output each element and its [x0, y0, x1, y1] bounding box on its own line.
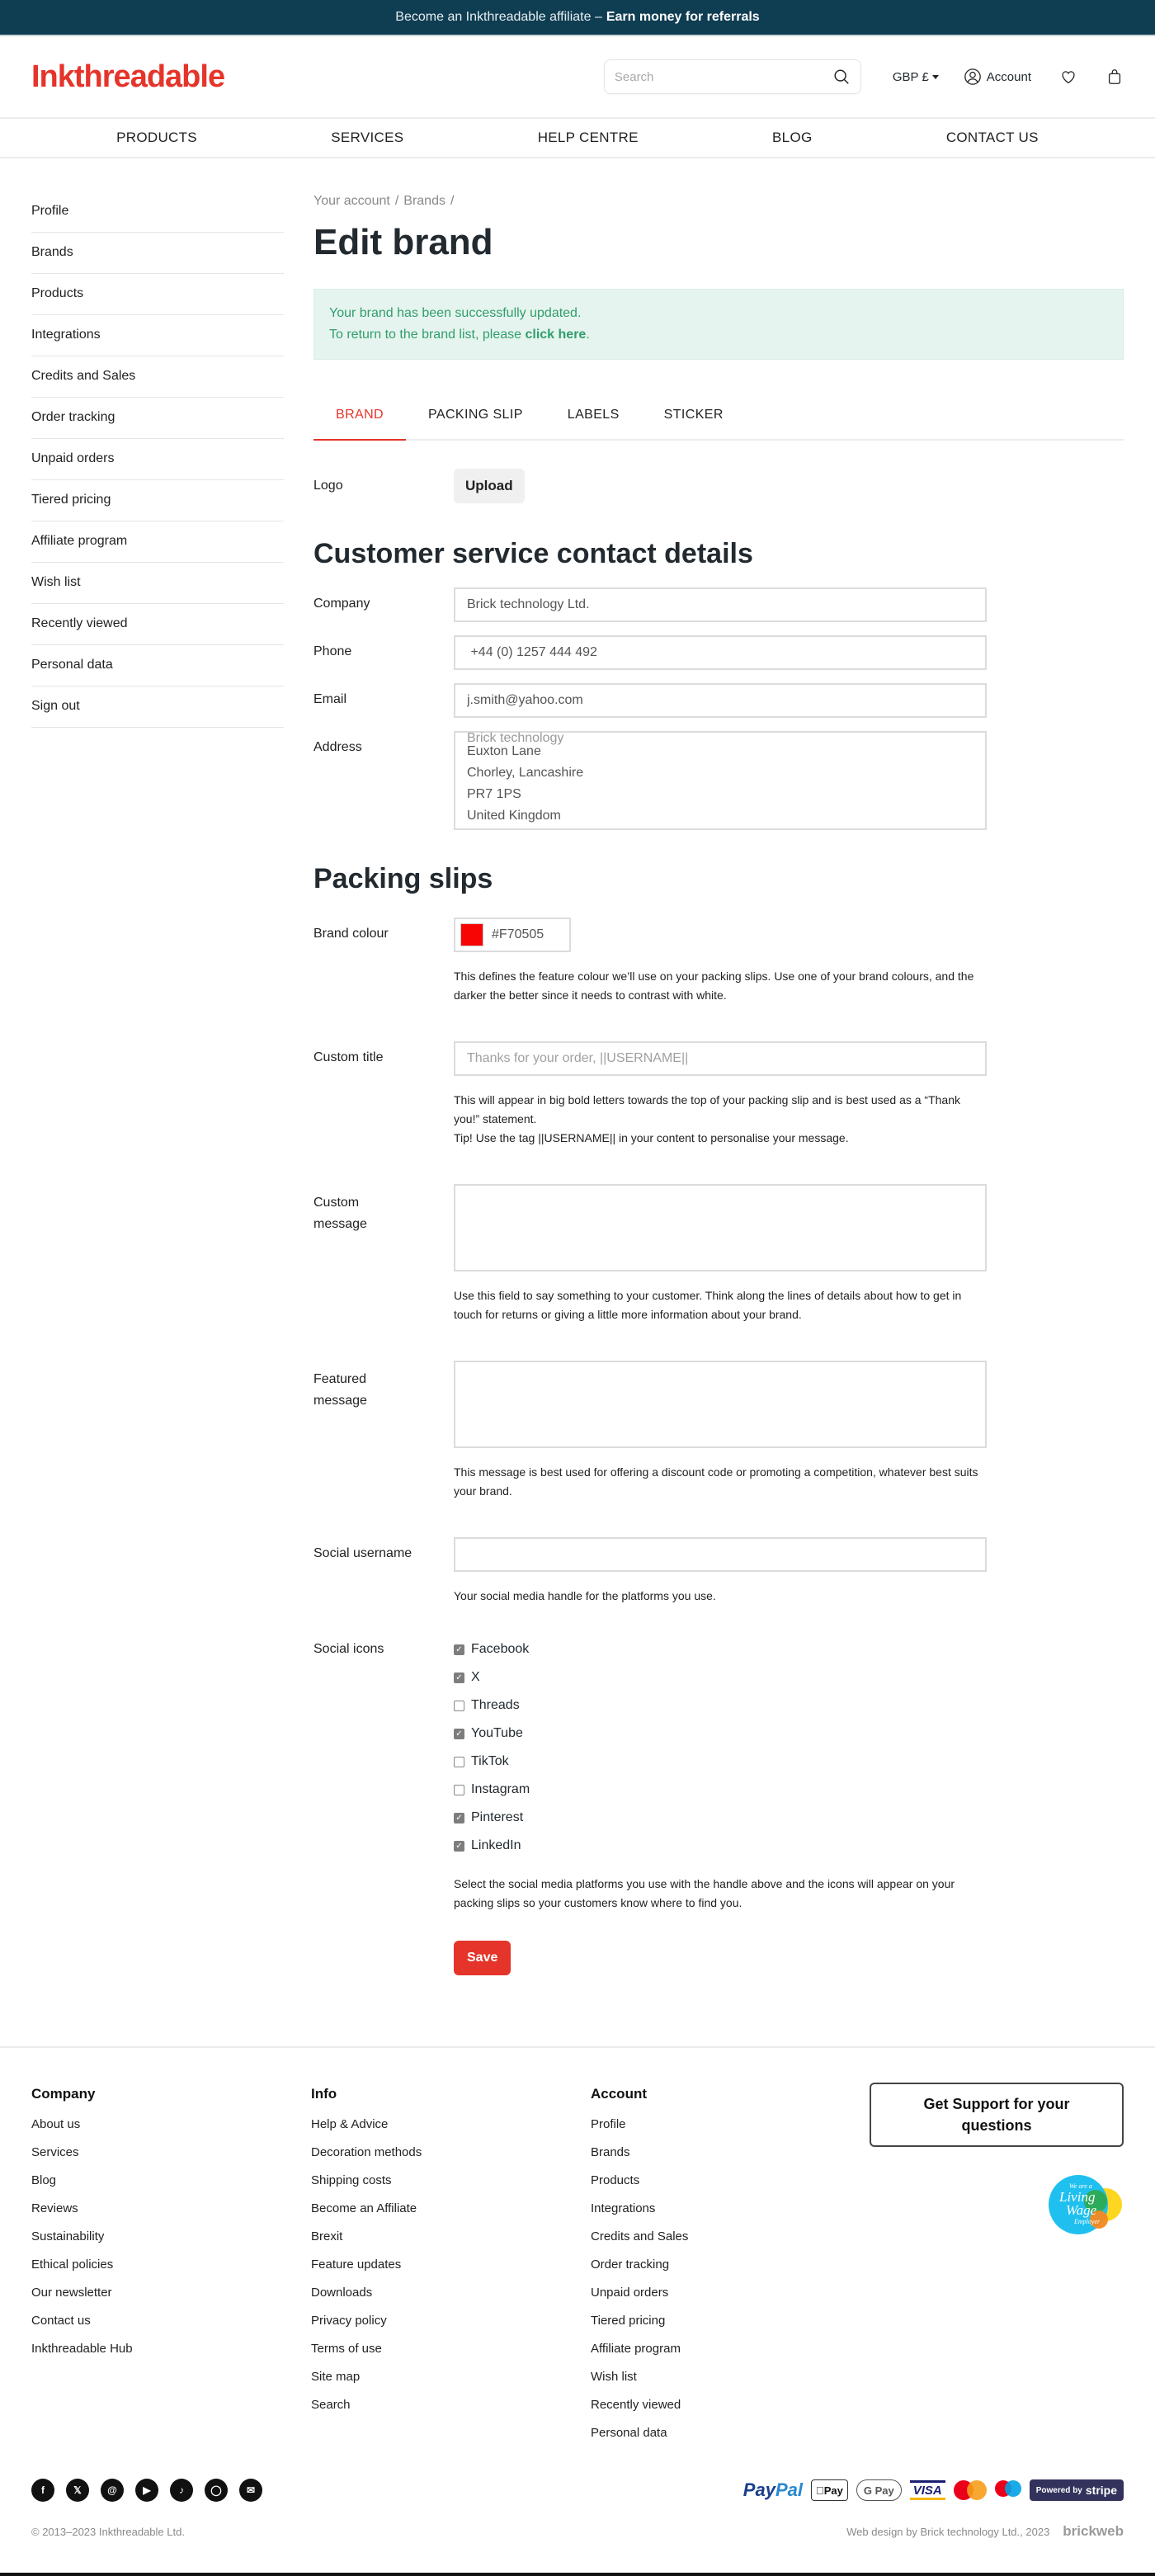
logo-row — [314, 469, 1124, 503]
footer-link[interactable]: Brands — [591, 2145, 630, 2159]
sidebar-item-profile[interactable]: Profile — [31, 191, 284, 233]
colour-swatch[interactable] — [460, 923, 483, 946]
packing-slips-heading: Packing slips — [314, 863, 493, 894]
footer-account-column — [591, 2081, 870, 2447]
footer-link[interactable]: Downloads — [311, 2286, 373, 2300]
mastercard-logo — [954, 2479, 987, 2501]
checkbox-linkedin[interactable] — [454, 1832, 530, 1860]
sidebar-item-order-tracking[interactable]: Order tracking — [31, 398, 284, 439]
sidebar-item-sign-out[interactable]: Sign out — [31, 686, 284, 728]
footer-bottom — [31, 2479, 1124, 2502]
email-label: Email — [314, 692, 347, 706]
maestro-logo — [995, 2479, 1021, 2501]
svg-text:Employer: Employer — [1074, 2218, 1101, 2225]
footer-link[interactable]: Wish list — [591, 2370, 637, 2384]
footer-link[interactable]: Terms of use — [311, 2342, 382, 2356]
svg-text:We are a: We are a — [1069, 2182, 1092, 2190]
address-line: Euxton Lane — [467, 744, 541, 758]
alert-period: . — [586, 328, 590, 342]
checkbox-unchecked-icon[interactable] — [454, 1701, 464, 1711]
web-design-credit — [846, 2523, 1124, 2540]
checkbox-checked-icon[interactable]: ✓ — [454, 1841, 464, 1852]
footer-link[interactable]: Unpaid orders — [591, 2286, 669, 2300]
checkbox-label: Pinterest — [471, 1810, 524, 1824]
footer-link[interactable]: Tiered pricing — [591, 2314, 666, 2328]
header-actions — [604, 59, 1124, 94]
footer-link[interactable]: Inkthreadable Hub — [31, 2342, 133, 2356]
credit-text: Web design by Brick technology Ltd., 2023 — [846, 2525, 1050, 2538]
checkbox-label: X — [471, 1670, 480, 1684]
address-line-scrolled: Brick technology — [467, 731, 564, 745]
sidebar-item-personal-data[interactable]: Personal data — [31, 645, 284, 686]
customer-service-heading: Customer service contact details — [314, 538, 753, 569]
google-pay-logo: G Pay — [856, 2479, 902, 2501]
phone-row — [314, 635, 1124, 670]
social-username-input[interactable] — [454, 1537, 987, 1572]
footer-link[interactable]: Help & Advice — [311, 2117, 389, 2131]
featured-message-textarea[interactable] — [454, 1361, 987, 1448]
breadcrumb-separator: / — [394, 194, 399, 208]
main-content — [314, 191, 1124, 1975]
footer-link[interactable]: Our newsletter — [31, 2286, 112, 2300]
footer-link[interactable]: Reviews — [31, 2201, 78, 2215]
tab-sticker[interactable]: STICKER — [663, 408, 724, 422]
footer-link[interactable]: Search — [311, 2398, 351, 2412]
account-sidebar — [31, 191, 284, 1975]
brand-colour-row — [314, 918, 1124, 952]
footer-link[interactable]: Products — [591, 2173, 640, 2187]
breadcrumb-separator: / — [450, 194, 455, 208]
checkbox-threads[interactable] — [454, 1691, 530, 1720]
social-username-help: Your social media handle for the platforms you use. — [454, 1589, 716, 1602]
company-input[interactable] — [454, 587, 987, 622]
checkbox-youtube[interactable] — [454, 1720, 530, 1748]
logo-label: Logo — [314, 479, 343, 493]
featured-message-help: This message is best used for offering a discount code or promoting a competition, whatever best suits your brand. — [454, 1465, 978, 1498]
custom-title-input[interactable] — [454, 1041, 987, 1076]
checkbox-label: Facebook — [471, 1642, 530, 1656]
email-row — [314, 683, 1124, 718]
breadcrumb-your-account[interactable]: Your account — [314, 194, 390, 208]
search-box — [604, 59, 861, 94]
nav-products[interactable]: PRODUCTS — [116, 130, 197, 145]
youtube-icon[interactable]: ▶ — [135, 2479, 158, 2502]
checkbox-label: YouTube — [471, 1726, 523, 1740]
paypal-logo-part: Pay — [742, 2479, 776, 2500]
address-line: Chorley, Lancashire — [467, 766, 584, 780]
paypal-logo — [743, 2479, 803, 2501]
search-input[interactable] — [615, 70, 832, 84]
email-icon[interactable]: ✉ — [239, 2479, 262, 2502]
featured-message-label: Featured message — [314, 1372, 367, 1408]
footer-link[interactable]: Ethical policies — [31, 2258, 114, 2272]
custom-message-row — [314, 1184, 1124, 1271]
checkbox-label: Threads — [471, 1698, 520, 1712]
social-username-label: Social username — [314, 1546, 412, 1560]
social-icons-checklist — [454, 1635, 530, 1860]
phone-label: Phone — [314, 644, 352, 658]
social-icons-label: Social icons — [314, 1642, 384, 1656]
brand-tabs — [314, 391, 1124, 441]
instagram-icon[interactable]: ◯ — [205, 2479, 228, 2502]
alert-line-1: Your brand has been successfully updated. — [329, 306, 582, 320]
page-body — [0, 191, 1155, 1975]
stripe-prefix: Powered by — [1035, 2485, 1082, 2495]
page-title: Edit brand — [314, 222, 493, 262]
tiktok-icon[interactable]: ♪ — [170, 2479, 193, 2502]
checkbox-label: Instagram — [471, 1782, 530, 1796]
custom-message-textarea[interactable] — [454, 1184, 987, 1271]
footer-link[interactable]: Services — [31, 2145, 79, 2159]
alert-line-2 — [329, 324, 1108, 346]
sidebar-item-unpaid-orders[interactable]: Unpaid orders — [31, 439, 284, 480]
account-link[interactable] — [964, 68, 1031, 86]
site-logo[interactable]: Inkthreadable — [31, 59, 225, 94]
brand-colour-picker[interactable] — [454, 918, 571, 952]
sidebar-item-tiered-pricing[interactable]: Tiered pricing — [31, 480, 284, 521]
page-bottom-border — [0, 2573, 1155, 2576]
company-row — [314, 587, 1124, 622]
sidebar-item-brands[interactable]: Brands — [31, 233, 284, 274]
breadcrumb-brands[interactable]: Brands — [403, 194, 446, 208]
nav-contact-us[interactable]: CONTACT US — [945, 130, 1039, 145]
footer-link[interactable]: Become an Affiliate — [311, 2201, 417, 2215]
footer-link[interactable]: Recently viewed — [591, 2398, 681, 2412]
account-label: Account — [986, 69, 1031, 84]
alert-text: To return to the brand list, please — [329, 328, 522, 342]
custom-title-tip: Tip! Use the tag ||USERNAME|| in your content to personalise your message. — [454, 1131, 849, 1144]
checkbox-unchecked-icon[interactable] — [454, 1757, 464, 1767]
promo-link[interactable]: Earn money for referrals — [606, 10, 760, 24]
social-icons-row — [314, 1635, 1124, 1860]
sidebar-item-credits-and-sales[interactable]: Credits and Sales — [31, 356, 284, 398]
checkbox-label: TikTok — [471, 1754, 509, 1768]
footer-company-column — [31, 2081, 311, 2447]
footer-link[interactable]: Decoration methods — [311, 2145, 422, 2159]
custom-title-label: Custom title — [314, 1050, 384, 1064]
currency-selector[interactable] — [893, 70, 939, 84]
custom-title-help — [454, 1091, 987, 1148]
footer-link[interactable]: Personal data — [591, 2426, 667, 2440]
brand-colour-help: This defines the feature colour we’ll use on your packing slips. Use one of your brand colours, and the darker the better since it needs to contrast with white. — [454, 970, 974, 1002]
custom-message-label: Custom message — [314, 1196, 367, 1231]
footer-heading: Info — [311, 2086, 337, 2102]
address-label: Address — [314, 740, 362, 754]
save-button[interactable]: Save — [454, 1941, 511, 1975]
powered-by-stripe-logo — [1030, 2479, 1124, 2501]
site-header — [0, 36, 1155, 117]
stripe-wordmark: stripe — [1085, 2484, 1117, 2497]
tab-labels[interactable]: LABELS — [567, 408, 620, 422]
caret-down-icon — [932, 75, 939, 79]
currency-label: GBP £ — [892, 69, 929, 84]
success-alert — [314, 289, 1124, 360]
footer-link[interactable]: Affiliate program — [591, 2342, 681, 2356]
checkbox-x[interactable] — [454, 1663, 530, 1691]
apple-pay-logo: Pay — [811, 2479, 848, 2501]
facebook-icon[interactable]: f — [31, 2479, 54, 2502]
social-icons-help: Select the social media platforms you use with the handle above and the icons will appear on your packing slips so your customers know where to find you. — [454, 1877, 955, 1909]
address-textarea[interactable] — [454, 731, 987, 830]
company-label: Company — [314, 597, 370, 611]
checkbox-checked-icon[interactable]: ✓ — [454, 1729, 464, 1739]
address-line: PR7 1PS — [467, 787, 521, 801]
checkbox-label: LinkedIn — [471, 1838, 521, 1852]
x-icon[interactable]: 𝕏 — [66, 2479, 89, 2502]
address-row — [314, 731, 1124, 830]
footer-copyright-row — [31, 2523, 1124, 2573]
social-username-row — [314, 1537, 1124, 1572]
checkbox-checked-icon[interactable]: ✓ — [454, 1813, 464, 1823]
nav-services[interactable]: SERVICES — [331, 130, 404, 145]
footer-link[interactable]: About us — [31, 2117, 81, 2131]
checkbox-tiktok[interactable] — [454, 1748, 530, 1776]
tab-packing-slip[interactable]: PACKING SLIP — [428, 408, 523, 422]
living-wage-employer-badge — [1041, 2172, 1124, 2238]
footer-link[interactable]: Brexit — [311, 2229, 343, 2243]
nav-blog[interactable]: BLOG — [772, 130, 813, 145]
brand-colour-label: Brand colour — [314, 927, 389, 941]
footer-link[interactable]: Feature updates — [311, 2258, 402, 2272]
visa-logo: VISA — [910, 2480, 945, 2500]
main-nav — [0, 117, 1155, 158]
threads-icon[interactable]: @ — [101, 2479, 124, 2502]
checkbox-instagram[interactable] — [454, 1776, 530, 1804]
checkbox-facebook[interactable] — [454, 1635, 530, 1663]
sidebar-item-recently-viewed[interactable]: Recently viewed — [31, 604, 284, 645]
footer-heading: Account — [591, 2086, 647, 2102]
footer-link[interactable]: Profile — [591, 2117, 626, 2131]
custom-title-row — [314, 1041, 1124, 1076]
sidebar-item-products[interactable]: Products — [31, 274, 284, 315]
sidebar-item-wish-list[interactable]: Wish list — [31, 563, 284, 604]
footer-link[interactable]: Order tracking — [591, 2258, 670, 2272]
tab-brand[interactable]: BRAND — [314, 391, 406, 439]
footer-link[interactable]: Blog — [31, 2173, 57, 2187]
phone-input[interactable] — [454, 635, 987, 670]
sidebar-item-integrations[interactable]: Integrations — [31, 315, 284, 356]
footer-link[interactable]: Sustainability — [31, 2229, 105, 2243]
svg-text:Wage: Wage — [1066, 2202, 1097, 2218]
checkbox-checked-icon[interactable]: ✓ — [454, 1673, 464, 1683]
click-here-link[interactable]: click here — [525, 328, 587, 342]
get-support-button[interactable]: Get Support for your questions — [870, 2083, 1124, 2147]
heart-icon[interactable] — [1059, 68, 1077, 86]
footer-link[interactable]: Credits and Sales — [591, 2229, 689, 2243]
checkbox-pinterest[interactable] — [454, 1804, 530, 1832]
footer-heading: Company — [31, 2086, 96, 2102]
svg-text:Living: Living — [1059, 2189, 1096, 2205]
payment-methods — [743, 2479, 1124, 2501]
checkbox-checked-icon[interactable]: ✓ — [454, 1644, 464, 1655]
footer-link[interactable]: Privacy policy — [311, 2314, 387, 2328]
featured-message-row — [314, 1361, 1124, 1448]
nav-help-centre[interactable]: HELP CENTRE — [537, 130, 639, 145]
footer-info-column — [311, 2081, 591, 2447]
copyright-text: © 2013–2023 Inkthreadable Ltd. — [31, 2525, 185, 2538]
colour-hex-value: #F70505 — [492, 927, 544, 941]
search-icon[interactable] — [832, 68, 851, 86]
checkbox-unchecked-icon[interactable] — [454, 1785, 464, 1795]
paypal-logo-part: Pal — [775, 2479, 803, 2500]
footer-link[interactable]: Integrations — [591, 2201, 656, 2215]
email-input[interactable] — [454, 683, 987, 718]
user-circle-icon — [964, 68, 982, 86]
custom-message-help: Use this field to say something to your customer. Think along the lines of details about how to get in touch for returns or giving a little more information about your brand. — [454, 1289, 962, 1321]
shopping-bag-icon[interactable] — [1106, 68, 1124, 86]
footer-link[interactable]: Site map — [311, 2370, 361, 2384]
footer-link[interactable]: Shipping costs — [311, 2173, 392, 2187]
brickweb-logo[interactable]: brickweb — [1063, 2523, 1124, 2539]
footer-link[interactable]: Contact us — [31, 2314, 91, 2328]
custom-title-help-text: This will appear in big bold letters towards the top of your packing slip and is best used as a “Thank you!” statement. — [454, 1093, 960, 1125]
promo-text: Become an Inkthreadable affiliate – — [395, 10, 602, 24]
site-footer — [0, 2046, 1155, 2573]
footer-social-links — [31, 2479, 262, 2502]
upload-button[interactable]: Upload — [454, 469, 525, 503]
breadcrumb — [314, 191, 1124, 211]
address-line: United Kingdom — [467, 809, 561, 823]
sidebar-item-affiliate-program[interactable]: Affiliate program — [31, 521, 284, 563]
promo-banner[interactable] — [0, 0, 1155, 36]
